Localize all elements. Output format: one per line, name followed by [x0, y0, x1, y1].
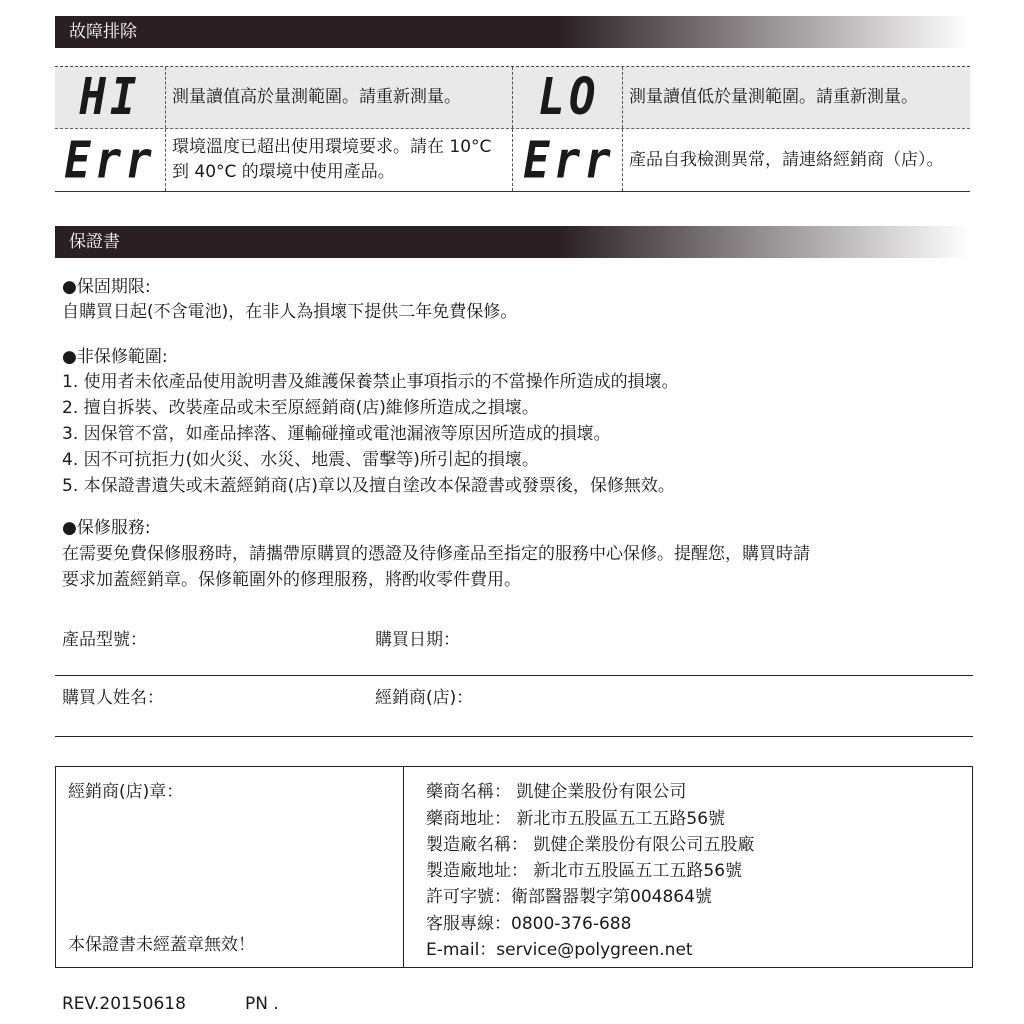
error-code-err: Err [523, 130, 615, 190]
troubleshooting-title: 故障排除 [69, 22, 137, 42]
exclusion-item: 3. 因保管不當，如產品摔落、運輸碰撞或電池漏液等原因所造成的損壞。 [62, 424, 611, 444]
model-label: 產品型號： [62, 630, 147, 650]
error-code-hi: HI [79, 68, 141, 127]
company-email: E-mail：service@polygreen.net [426, 940, 693, 960]
troubleshooting-header [55, 16, 970, 48]
divider [512, 67, 513, 128]
buyer-name-label: 購買人姓名： [62, 688, 164, 708]
error-description: 環境溫度已超出使用環境要求。請在 10°C 到 40°C 的環境中使用產品。 [172, 137, 492, 182]
stamp-note: 本保證書未經蓋章無效！ [68, 935, 255, 955]
divider [622, 67, 623, 128]
company-info-line: 藥商地址： 新北市五股區五工五路56號 [426, 809, 726, 829]
divider [403, 767, 404, 967]
service-heading: ●保修服務: [62, 518, 151, 538]
stamp-info-box [55, 766, 973, 968]
error-description: 測量讀值低於量測範圍。請重新測量。 [629, 87, 918, 107]
dealer-label: 經銷商(店)： [375, 688, 474, 708]
exclusion-item: 1. 使用者未依產品使用說明書及維護保養禁止事項指示的不當操作所造成的損壞。 [62, 372, 679, 392]
error-description: 產品自我檢測異常，請連絡經銷商（店）。 [629, 149, 944, 170]
exclusion-item: 4. 因不可抗拒力(如火災、水災、地震、雷擊等)所引起的損壞。 [62, 450, 539, 470]
error-code-lo: LO [538, 68, 600, 127]
exclusion-item: 2. 擅自拆裝、改裝產品或未至原經銷商(店)維修所造成之損壞。 [62, 398, 539, 418]
company-info-line: 客服專線：0800-376-688 [426, 914, 632, 934]
purchase-date-label: 購買日期： [375, 630, 460, 650]
divider [622, 129, 623, 191]
period-text: 自購買日起(不含電池)，在非人為損壞下提供二年免費保修。 [62, 302, 518, 322]
warranty-title: 保證書 [69, 232, 120, 252]
revision-label: REV.20150618 [62, 994, 186, 1014]
exclusion-heading: ●非保修範圍: [62, 347, 168, 367]
error-code-err: Err [64, 130, 156, 190]
troubleshooting-table [55, 66, 970, 192]
period-heading: ●保固期限: [62, 277, 151, 297]
company-info-line: 許可字號：衛部醫器製字第004864號 [426, 887, 712, 907]
warranty-header [55, 226, 970, 258]
service-text: 要求加蓋經銷章。保修範圍外的修理服務，將酌收零件費用。 [62, 570, 521, 590]
part-number-label: PN . [245, 994, 279, 1014]
form-line [55, 675, 973, 676]
divider [512, 129, 513, 191]
table-row [55, 129, 970, 191]
service-text: 在需要免費保修服務時，請攜帶原購買的憑證及待修產品至指定的服務中心保修。提醒您，購買時請 [62, 544, 810, 564]
divider [165, 67, 166, 128]
company-info-line: 藥商名稱： 凱健企業股份有限公司 [426, 782, 687, 802]
stamp-label: 經銷商(店)章： [68, 782, 184, 802]
table-row [55, 67, 970, 129]
company-info-line: 製造廠名稱： 凱健企業股份有限公司五股廠 [426, 835, 755, 855]
exclusion-item: 5. 本保證書遺失或未蓋經銷商(店)章以及擅自塗改本保證書或發票後，保修無效。 [62, 476, 675, 496]
company-info-line: 製造廠地址： 新北市五股區五工五路56號 [426, 861, 743, 881]
form-line [55, 736, 973, 737]
error-description: 測量讀值高於量測範圍。請重新測量。 [172, 87, 461, 107]
divider [165, 129, 166, 191]
